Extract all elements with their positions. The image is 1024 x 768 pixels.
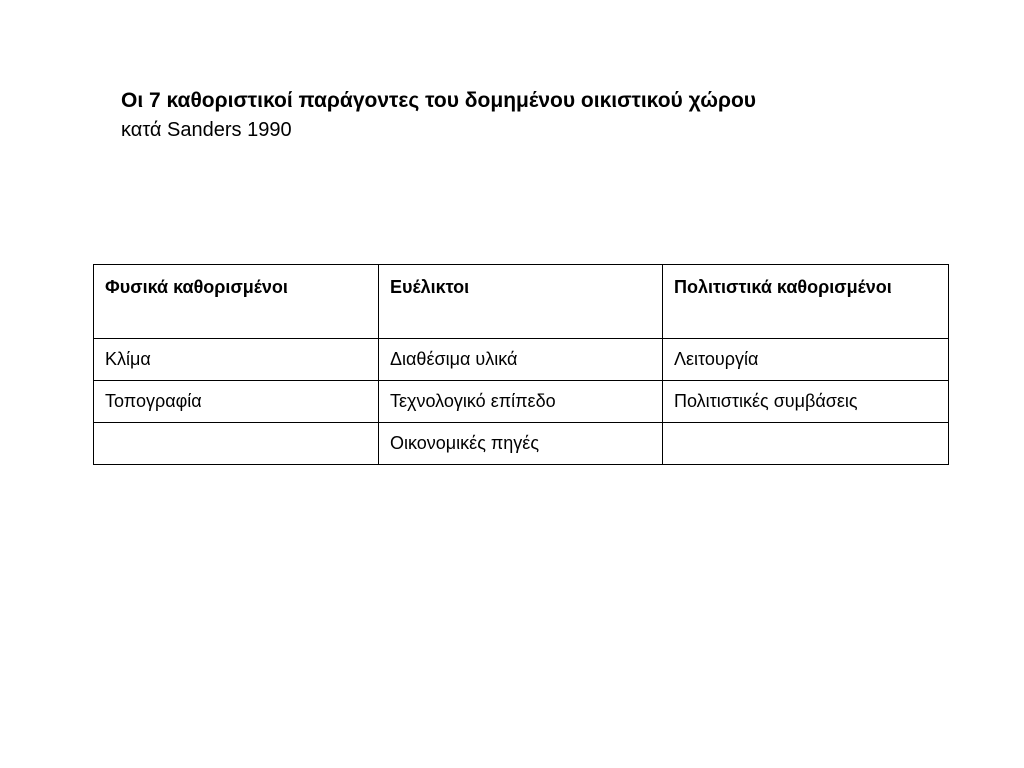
table-cell: Λειτουργία <box>663 339 949 381</box>
table-header-row <box>94 265 949 339</box>
table-cell <box>94 423 379 465</box>
header-cell-flexible: Ευέλικτοι <box>379 265 663 339</box>
header-cell-physical: Φυσικά καθορισμένοι <box>94 265 379 339</box>
factors-table <box>93 264 949 465</box>
slide-title: Οι 7 καθοριστικοί παράγοντες του δομημένου οικιστικού χώρου <box>121 89 757 112</box>
table-cell: Κλίμα <box>94 339 379 381</box>
table-cell: Διαθέσιμα υλικά <box>379 339 663 381</box>
table-cell: Πολιτιστικές συμβάσεις <box>663 381 949 423</box>
table-cell: Οικονομικές πηγές <box>379 423 663 465</box>
table-cell <box>663 423 949 465</box>
table-cell: Τεχνολογικό επίπεδο <box>379 381 663 423</box>
table-row <box>94 339 949 381</box>
table-row <box>94 423 949 465</box>
header-cell-cultural: Πολιτιστικά καθορισμένοι <box>663 265 949 339</box>
slide-subtitle: κατά Sanders 1990 <box>121 119 292 141</box>
table-cell: Τοπογραφία <box>94 381 379 423</box>
table-row <box>94 381 949 423</box>
title-block <box>121 86 981 144</box>
